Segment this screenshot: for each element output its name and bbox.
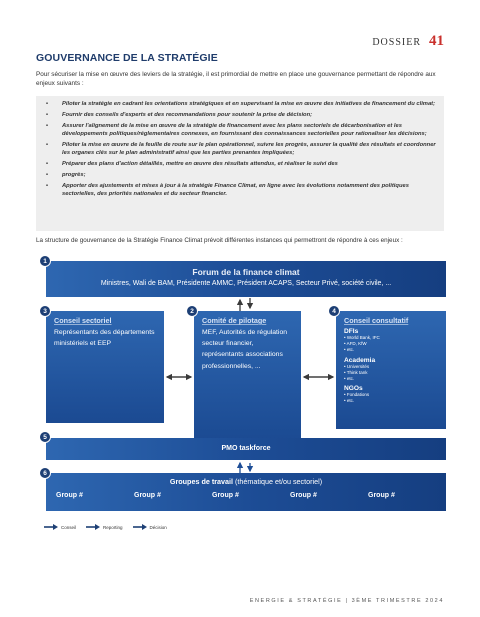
structure-lead: La structure de gouvernance de la Stratégie Finance Climat prévoit différentes instances qui permettront de répondre à ces enjeux : [36,237,403,244]
page-number: 41 [429,33,444,49]
conseil-sectoriel-text: Représentants des départements ministériels et EEP [54,329,155,348]
work-group: Group # [368,492,395,499]
arrow-icon [133,524,147,530]
conseil-consultatif-title: Conseil consultatif [344,316,409,325]
groupes-travail-box [46,473,446,511]
objective-item: • progrès; [44,172,436,180]
comite-pilotage-text: MEF, Autorités de régulation secteur financier, représentants associations professionnelles, ... [202,329,288,370]
badge-forum: 1 [39,255,51,267]
badge-pmo: 5 [39,431,51,443]
objective-item: • Fournir des conseils d'experts et des recommandations pour soutenir la prise de décision; [44,112,436,120]
consult-item: • etc. [344,398,355,404]
forum-box [46,261,446,297]
legend-item: Conseil [44,524,76,530]
arrow-icon [44,524,58,530]
work-group: Group # [212,492,239,499]
consult-item: • etc. [344,376,355,382]
objective-item: • Apporter des ajustements et mises à jour à la stratégie Finance Climat, en ligne avec les évolutions notamment des politiques sectorielles, des priorités nationales et du secteur financier. [44,183,436,198]
page-header [372,33,444,50]
objective-item: • Piloter la stratégie en cadrant les orientations stratégiques et en supervisant la mise en œuvre des initiatives de financement du climat; [44,101,436,109]
forum-members: Ministres, Wali de BAM, Présidente AMMC, Président ACAPS, Secteur Privé, société civile, ... [100,280,392,287]
consult-item: • etc. [344,347,355,353]
arrow-icon [86,524,100,530]
comite-pilotage-box [194,311,301,441]
diagram-legend [44,524,167,530]
legend-item: Décision [133,524,167,530]
consult-item: • AFD, KfW [344,341,367,347]
comite-pilotage-title: Comité de pilotage [202,316,267,325]
intro-paragraph: Pour sécuriser la mise en œuvre des leviers de la stratégie, il est primordial de mettre en place une gouvernance permettant de répondre aux enjeux suivants : [36,71,436,87]
consult-item: • World Bank, IFC [344,335,380,340]
groupes-travail-title: Groupes de travail (thématique et/ou sectoriel) [169,477,323,486]
section-label: DOSSIER [372,37,421,48]
badge-consult: 4 [328,305,340,317]
work-group: Group # [56,492,83,499]
pmo-taskforce-box: PMO taskforce [46,438,446,460]
objective-item: • Préparer des plans d'action détaillés, mettre en œuvre des résultats attendus, et réaliser le suivi des [44,161,436,169]
conseil-sectoriel-box [46,311,164,423]
work-group: Group # [290,492,317,499]
badge-sectoriel: 3 [39,305,51,317]
consult-group-heading: NGOs [344,385,363,393]
consult-item: • Fondations [344,392,370,398]
objective-item: • Assurer l'alignement de la mise en œuvre de la stratégie de financement avec les plans sectoriels de décarbonisation et les développements politiques/réglementaires connexes, en fournissant des connaissances sectorielles pour rationaliser les décisions; [44,123,436,138]
consult-group-heading: Academia [344,356,376,364]
badge-travail: 6 [39,467,51,479]
consult-group-heading: DFIs [344,328,359,335]
conseil-consultatif-box [336,311,446,429]
conseil-sectoriel-title: Conseil sectoriel [54,316,112,325]
work-group: Group # [134,492,161,499]
consult-item: • Think tank [344,369,368,375]
page-footer: ENERGIE & STRATÉGIE | 3ÈME TRIMESTRE 2024 [249,598,444,604]
objectives-box [36,96,444,231]
arrow-travail-to-pmo [240,463,250,473]
governance-diagram [36,255,446,535]
legend-item: Reporting [86,524,123,530]
forum-title: Forum de la finance climat [192,267,300,277]
article-title: GOUVERNANCE DE LA STRATÉGIE [36,52,218,64]
badge-pilotage: 2 [186,305,198,317]
consult-item: • Universités [344,363,370,369]
objective-item: • Piloter la mise en œuvre de la feuille de route sur le plan opérationnel, suivre les progrès, assurer la qualité des résultats et coordonner les organes clés sur le plan administratif ainsi que les parties prenantes impliquées; [44,142,436,157]
